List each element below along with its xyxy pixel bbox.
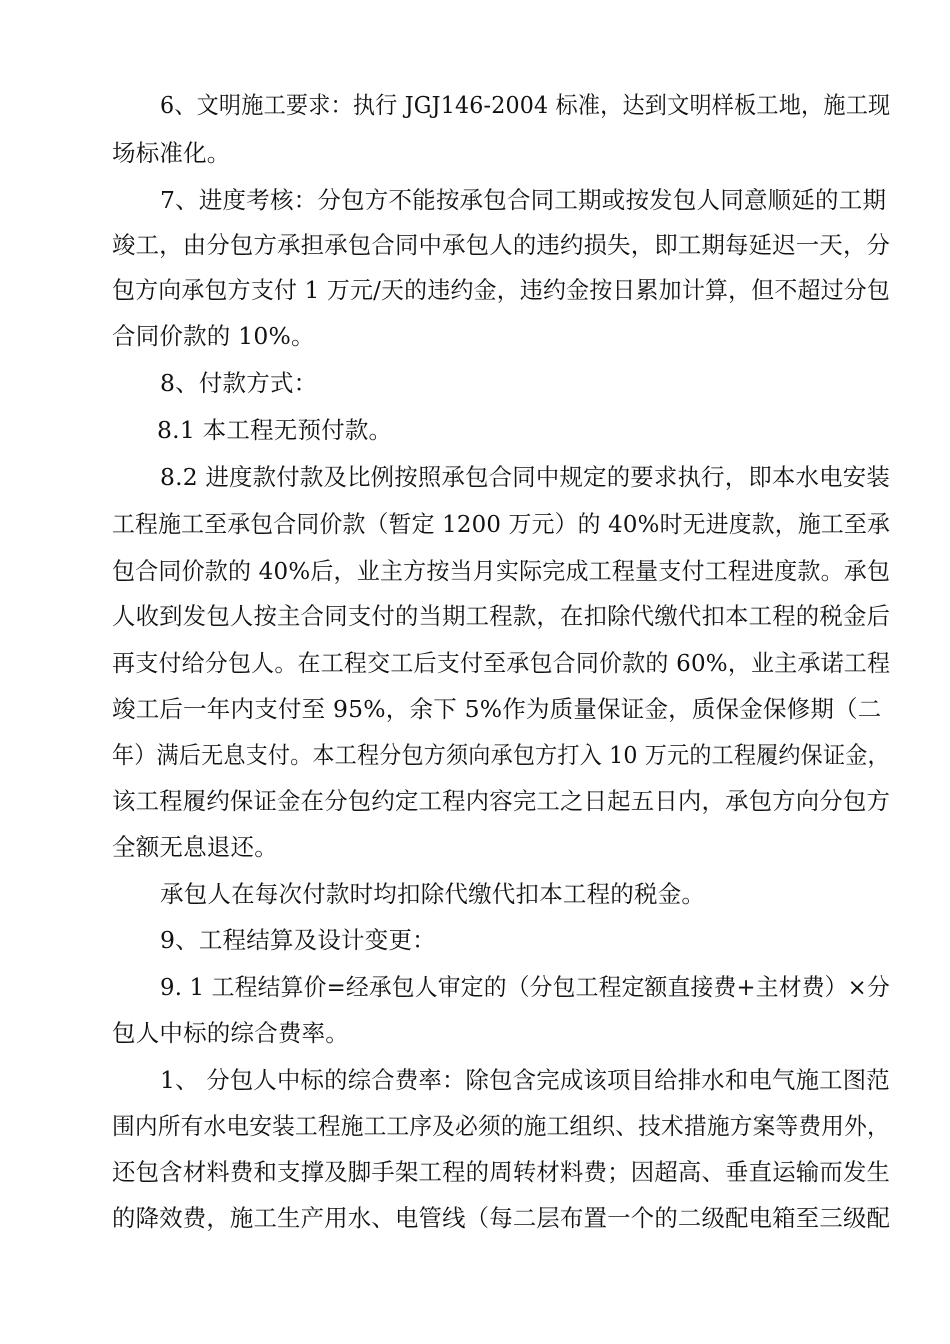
paragraph-line: 承包人在每次付款时均扣除代缴代扣本工程的税金。: [160, 880, 706, 908]
paragraph-line: 的降效费，施工生产用水、电管线（每二层布置一个的二级配电箱至三级配: [112, 1204, 891, 1232]
paragraph-line: 工程施工至承包合同价款（暂定 1200 万元）的 40%时无进度款，施工至承: [112, 510, 891, 538]
paragraph-line: 7、进度考核：分包方不能按承包合同工期或按发包人同意顺延的工期: [160, 186, 887, 214]
paragraph-line: 合同价款的 10%。: [112, 322, 315, 350]
paragraph-line: 竣工后一年内支付至 95%，余下 5%作为质量保证金，质保金保修期（二: [112, 695, 882, 723]
paragraph-line: 竣工，由分包方承担承包合同中承包人的违约损失，即工期每延迟一天，分: [112, 231, 891, 259]
paragraph-line: 还包含材料费和支撑及脚手架工程的周转材料费；因超高、垂直运输而发生: [112, 1158, 891, 1186]
paragraph-line: 6、文明施工要求：执行 JGJ146-2004 标准，达到文明样板工地，施工现: [160, 91, 891, 119]
paragraph-line: 8、付款方式：: [160, 369, 318, 397]
paragraph-line: 再支付给分包人。在工程交工后支付至承包合同价款的 60%，业主承诺工程: [112, 649, 891, 677]
paragraph-line: 包合同价款的 40%后，业主方按当月实际完成工程量支付工程进度款。承包: [112, 557, 891, 585]
paragraph-line: 围内所有水电安装工程施工工序及必须的施工组织、技术措施方案等费用外，: [112, 1112, 890, 1140]
paragraph-line: 包人中标的综合费率。: [112, 1019, 349, 1047]
paragraph-line: 该工程履约保证金在分包约定工程内容完工之日起五日内，承包方向分包方: [112, 787, 891, 815]
paragraph-line: 人收到发包人按主合同支付的当期工程款，在扣除代缴代扣本工程的税金后: [112, 602, 891, 630]
paragraph-line: 包方向承包方支付 1 万元/天的违约金，违约金按日累加计算，但不超过分包: [112, 276, 891, 304]
paragraph-line: 8.1 本工程无预付款。: [157, 416, 393, 444]
paragraph-line: 场标准化。: [112, 139, 231, 167]
paragraph-line: 全额无息退还。: [112, 833, 278, 861]
paragraph-line: 8.2 进度款付款及比例按照承包合同中规定的要求执行，即本水电安装: [160, 463, 890, 491]
paragraph-line: 1、 分包人中标的综合费率：除包含完成该项目给排水和电气施工图范: [160, 1066, 890, 1094]
paragraph-line: 年）满后无息支付。本工程分包方须向承包方打入 10 万元的工程履约保证金，: [112, 741, 890, 769]
paragraph-line: 9、工程结算及设计变更：: [160, 926, 436, 954]
paragraph-line: 9. 1 工程结算价=经承包人审定的（分包工程定额直接费+主材费）×分: [160, 973, 890, 1001]
